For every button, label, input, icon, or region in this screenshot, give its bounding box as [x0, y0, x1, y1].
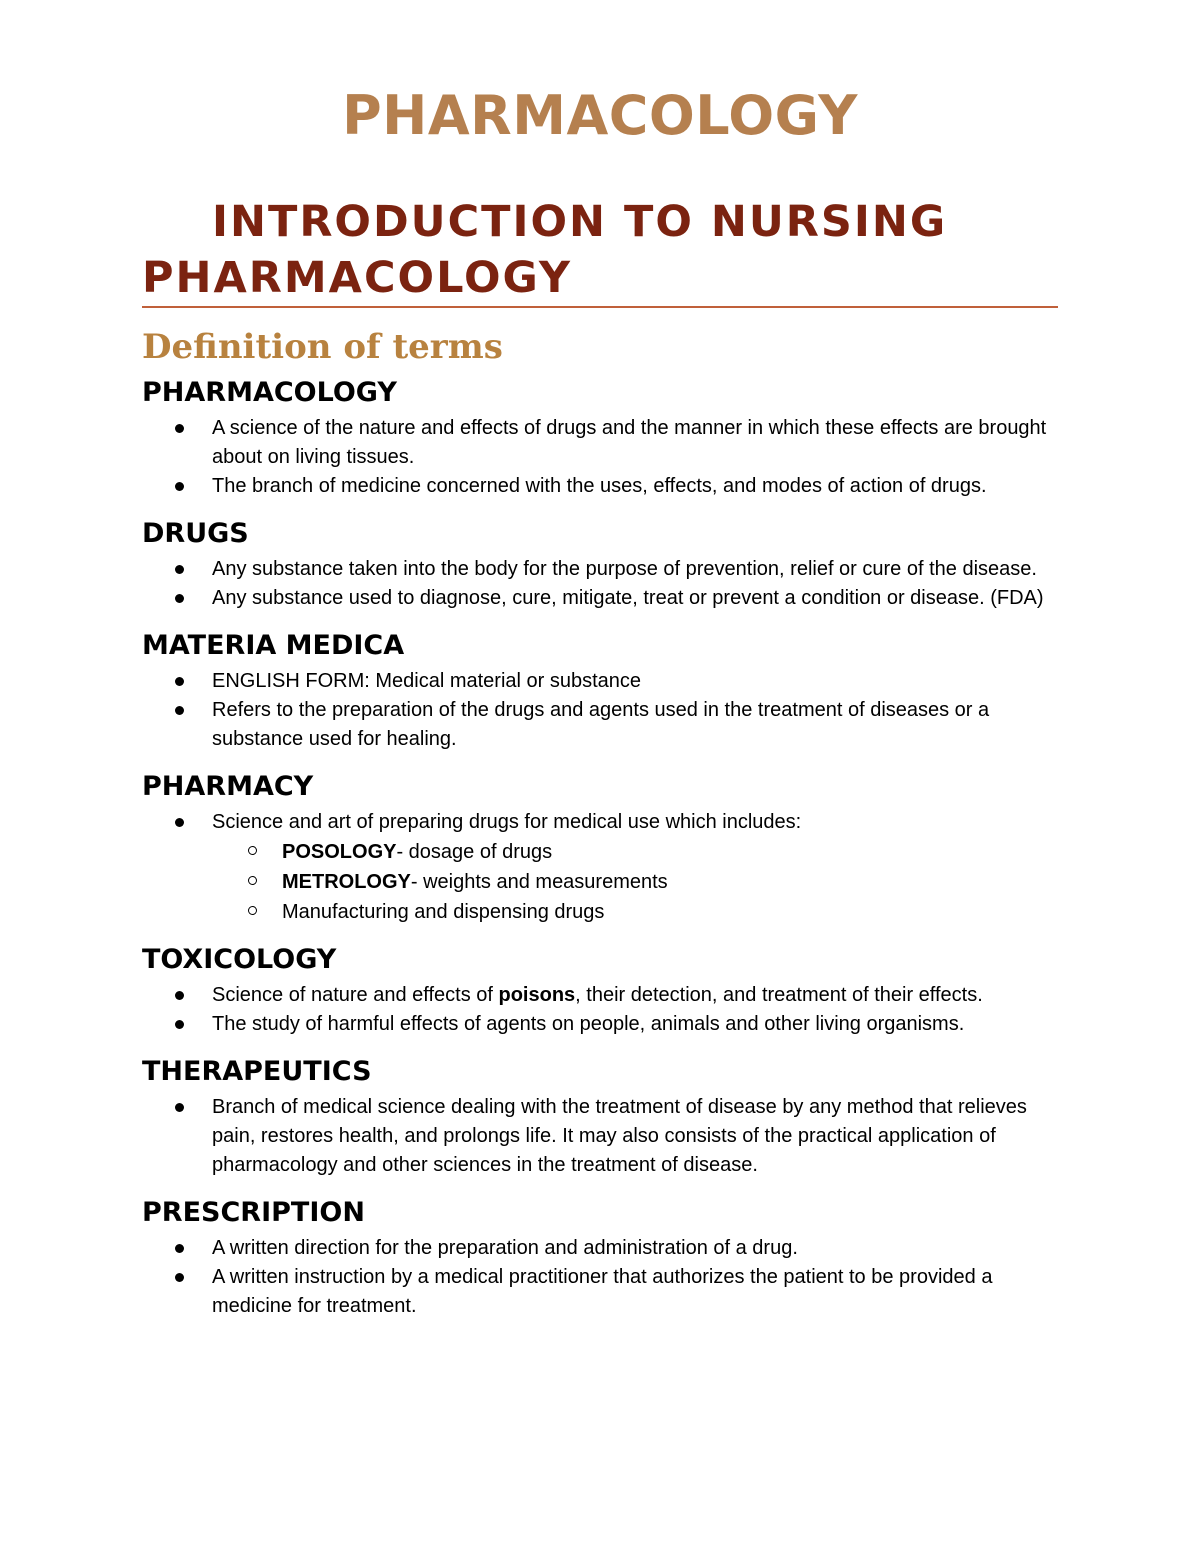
term-materia-medica	[142, 625, 1072, 754]
circle-bullet-icon	[248, 906, 257, 915]
circle-bullet-icon	[248, 846, 257, 855]
list-item-text: , their detection, and treatment of their effects.	[575, 984, 983, 1006]
bullet-icon	[175, 991, 184, 1000]
list-item	[142, 696, 1072, 754]
bullet-icon	[175, 1103, 184, 1112]
list-item	[142, 981, 1072, 1010]
bullet-list	[142, 808, 1072, 837]
term-heading: PHARMACY	[142, 771, 314, 802]
document-title: PHARMACOLOGY	[342, 84, 858, 147]
term-pharmacy	[142, 766, 1072, 927]
list-item	[142, 808, 1072, 837]
term-therapeutics	[142, 1051, 1072, 1180]
list-item	[142, 584, 1072, 613]
document-subtitle	[142, 194, 1062, 306]
list-item-text: A written direction for the preparation and administration of a drug.	[212, 1237, 798, 1259]
bullet-icon	[175, 565, 184, 574]
sub-list-item	[212, 867, 1072, 897]
sub-item-term: METROLOGY	[282, 871, 411, 893]
bullet-icon	[175, 706, 184, 715]
bullet-icon	[175, 1020, 184, 1029]
term-heading: THERAPEUTICS	[142, 1056, 372, 1087]
sub-item-text: - weights and measurements	[410, 871, 668, 893]
sub-bullet-list	[142, 837, 1072, 927]
list-item	[142, 1093, 1072, 1180]
bullet-list	[142, 1093, 1072, 1180]
bullet-icon	[175, 818, 184, 827]
list-item	[142, 667, 1072, 696]
circle-bullet-icon	[248, 876, 257, 885]
list-item-text: The branch of medicine concerned with the uses, effects, and modes of action of drugs.	[212, 475, 987, 497]
bullet-icon	[175, 482, 184, 491]
term-drugs	[142, 513, 1072, 613]
term-prescription	[142, 1192, 1072, 1321]
list-item-text: The study of harmful effects of agents on people, animals and other living organisms.	[212, 1013, 965, 1035]
list-item-text: A science of the nature and effects of drugs and the manner in which these effects are brought about on living tissues.	[212, 417, 1047, 468]
list-item	[142, 1263, 1072, 1321]
list-item-text: Science of nature and effects of	[212, 984, 499, 1006]
list-item-text: Science and art of preparing drugs for medical use which includes:	[212, 811, 802, 833]
term-heading: DRUGS	[142, 518, 249, 549]
bullet-icon	[175, 1244, 184, 1253]
term-heading: TOXICOLOGY	[142, 944, 337, 975]
bullet-list	[142, 414, 1072, 501]
list-item-text: Any substance used to diagnose, cure, mitigate, treat or prevent a condition or disease. (FDA)	[212, 587, 1044, 609]
list-item-bold-term: poisons	[498, 984, 576, 1006]
list-item	[142, 1010, 1072, 1039]
list-item	[142, 555, 1072, 584]
list-item-text: Branch of medical science dealing with the treatment of disease by any method that relieves pain, restores health, and prolongs life. It may also consists of the practical application of pharmacology and other sciences in the treatment of disease.	[212, 1096, 1027, 1176]
definitions-list	[142, 372, 1072, 1333]
list-item-text: ENGLISH FORM: Medical material or substance	[212, 670, 642, 692]
term-pharmacology	[142, 372, 1072, 501]
sub-item-text: - dosage of drugs	[396, 841, 553, 863]
term-heading: MATERIA MEDICA	[142, 630, 405, 661]
section-heading: Definition of terms	[142, 327, 503, 367]
term-heading: PRESCRIPTION	[142, 1197, 365, 1228]
bullet-icon	[175, 677, 184, 686]
list-item	[142, 472, 1072, 501]
sub-list-item	[212, 837, 1072, 867]
list-item-text: Any substance taken into the body for the purpose of prevention, relief or cure of the disease.	[212, 558, 1037, 580]
list-item	[142, 1234, 1072, 1263]
bullet-list	[142, 1234, 1072, 1321]
subtitle-line-2: PHARMACOLOGY	[142, 253, 572, 303]
sub-item-term: POSOLOGY	[282, 841, 397, 863]
bullet-list	[142, 555, 1072, 613]
sub-list-item	[212, 897, 1072, 927]
bullet-list	[142, 667, 1072, 754]
bullet-icon	[175, 1273, 184, 1282]
list-item	[142, 414, 1072, 472]
term-heading: PHARMACOLOGY	[142, 377, 397, 408]
bullet-icon	[175, 594, 184, 603]
bullet-icon	[175, 424, 184, 433]
list-item-text: A written instruction by a medical practitioner that authorizes the patient to be provided a medicine for treatment.	[212, 1266, 993, 1317]
list-item-text: Refers to the preparation of the drugs and agents used in the treatment of diseases or a substance used for healing.	[212, 699, 990, 750]
subtitle-line-1: INTRODUCTION TO NURSING	[212, 197, 948, 247]
bullet-list	[142, 981, 1072, 1039]
title-divider	[142, 306, 1058, 308]
term-toxicology	[142, 939, 1072, 1039]
sub-item-text: Manufacturing and dispensing drugs	[282, 901, 605, 923]
